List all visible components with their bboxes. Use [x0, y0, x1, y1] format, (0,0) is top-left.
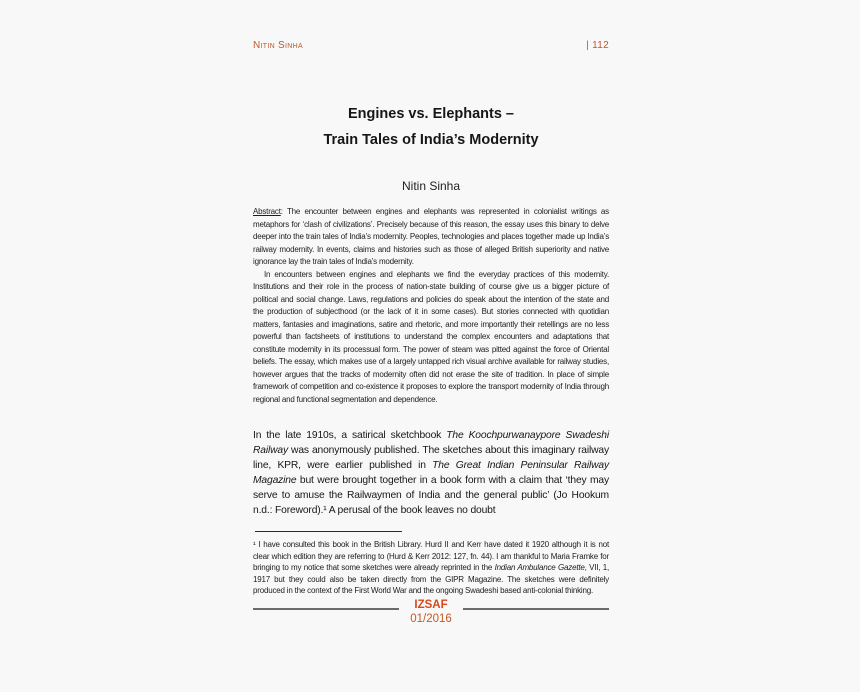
text-column	[253, 0, 609, 625]
footer-rule-row	[253, 599, 609, 612]
article-title-line1: Engines vs. Elephants –	[348, 106, 514, 122]
page-number: | 112	[586, 40, 609, 51]
abstract	[253, 206, 609, 406]
issue-number: 01/2016	[410, 612, 452, 625]
abstract-paragraph: Abstract: The encounter between engines and elephants was represented in colonialist writings as metaphors for ‘clash of civilizations’. Precisely because of this reason, the essay uses this binary to delve deeper into the train tales of India’s modernity. Peoples, technologies and places together made up India’s railway modernity. In events, claims and histories such as those of alleged British superiority and native ignorance lay the train tales of India’s modernity.	[253, 207, 609, 266]
running-author: Nitin Sinha	[253, 40, 303, 51]
footnote	[253, 539, 609, 597]
footnote-paragraph: ¹ I have consulted this book in the British Library. Hurd II and Kerr have dated it 1920 although it is not clear which edition they are referring to (Hurd & Kerr 2012: 127, fn. 44). I am thankful to Maria Framke for bringing to my notice that some sketches were already reprinted in the Indian Ambulance Gazette, VII, 1, 1917 but they could also be taken directly from the GIPR Magazine. The sketches were definitely produced in the context of the First World War and the ongoing Swadeshi based anti-colonial thinking.	[253, 540, 610, 596]
body-text	[253, 428, 609, 518]
body-text-paragraph: In the late 1910s, a satirical sketchbook The Koochpurwanaypore Swadeshi Railway was anonymously published. The sketches about this imaginary railway line, KPR, were earlier published in The Great Indian Peninsular Railway Magazine but were brought together in a book form with a claim that ‘they may serve to amuse the Railwaymen of India and the general public’ (Jo Hookum n.d.: Foreword).¹ A perusal of the book leaves no doubt	[253, 430, 609, 516]
footer-rule-left	[253, 608, 399, 610]
article-title	[253, 102, 609, 153]
footnote-separator	[255, 531, 402, 532]
running-header	[253, 40, 609, 52]
author-name: Nitin Sinha	[401, 179, 461, 193]
page-footer	[253, 599, 609, 625]
journal-name: IZSAF	[414, 598, 448, 611]
footer-rule-right	[463, 608, 609, 610]
article-title-line2: Train Tales of India’s Modernity	[323, 131, 539, 148]
abstract-paragraph: In encounters between engines and elephants we find the everyday practices of this modernity. Institutions and their role in the process of nation-state building of course give us a bigger picture of political and social change. Laws, regulations and policies do speak about the intention of the state and the production of subjecthood (or the lack of it in some cases). But stories connected with quotidian matters, fantasies and imaginations, satire and rhetoric, and more importantly their retellings are no less powerful than factsheets of institutions to understand the complex encounters and adaptations that constitute modernity in its processual form. The power of steam was pitted against the force of Oriental beliefs. The essay, which makes use of a largely untapped rich visual archive available for railway studies, however argues that the tracks of modernity often did not erase the site of tradition. In place of simple framework of competition and co-existence it proposes to explore the transport modernity of India through regional and functional segmentation and dependence.	[253, 269, 609, 404]
